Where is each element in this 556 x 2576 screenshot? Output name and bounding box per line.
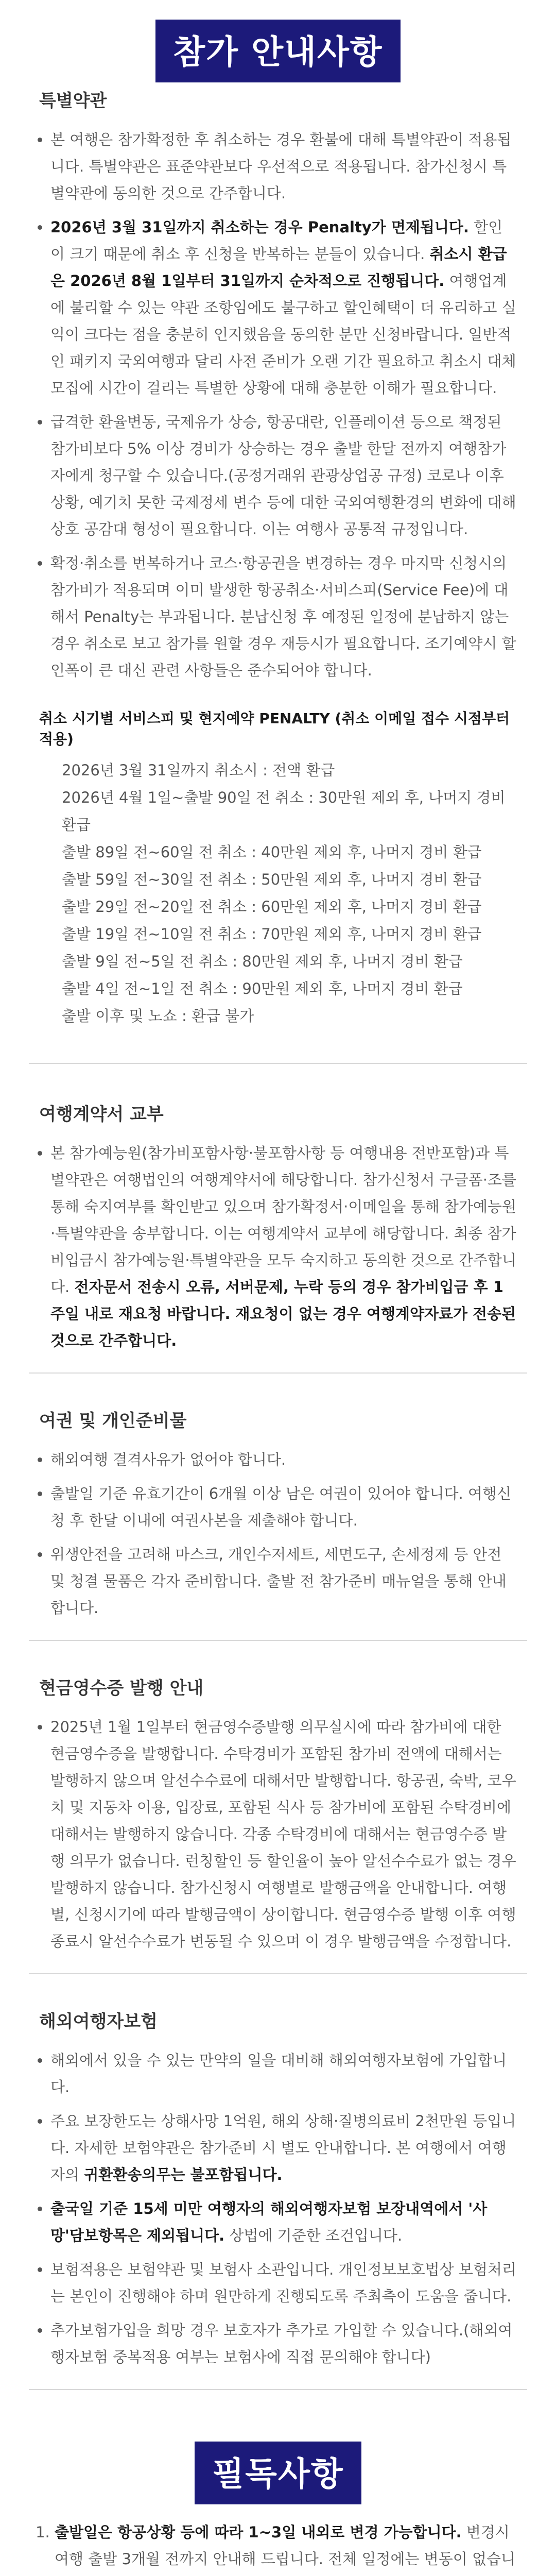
body-text: 변경시 여행 출발 3개월 전까지 안내해 드립니다. 전체 일정에는 변동이 없습니 xyxy=(55,2523,516,2568)
list-item xyxy=(50,1541,517,1621)
must-read-title: 필독사항 xyxy=(195,2442,361,2504)
insurance-list xyxy=(39,2047,517,2370)
passport-title: 여권 및 개인준비물 xyxy=(39,1411,187,1431)
penalty-row: 출발 59일 전~30일 전 취소 : 50만원 제외 후, 나머지 경비 환급 xyxy=(62,871,482,888)
list-item xyxy=(50,126,517,207)
penalty-section xyxy=(0,707,556,1030)
emphasis-text: 전자문서 전송시 오류, 서버문제, 누락 등의 경우 참가비입금 후 1주일 내로 재요청 바랍니다. 재요청이 없는 경우 여행계약자료가 전송된 것으로 간주합니다. xyxy=(50,1278,516,1349)
penalty-schedule xyxy=(39,757,517,1030)
body-text: 확정·취소를 번복하거나 코스·항공권을 변경하는 경우 마지막 신청시의 참가비가 적용되며 이미 발생한 항공취소·서비스피(Service Fee)에 대해서 Penalty는 부과됩니다. 분납신청 후 예정된 일정에 분납하지 않는 경우 취소로 보고 참가를 원할 경우 재등시가 필요합니다. 조기예약시 할인폭이 큰 대신 관련 사항들은 준수되어야 합니다. xyxy=(50,554,516,679)
body-text: 급격한 환율변동, 국제유가 상승, 항공대란, 인플레이션 등으로 책정된 참가비보다 5% 이상 경비가 상승하는 경우 출발 한달 전까지 여행참가자에게 청구할 수 있습니다.(공정거래위 관광상업공 규정) 코로나 이후 상황, 예기치 못한 국제정세 변수 등에 대한 국외여행환경의 변화에 대해 상호 공감대 형성이 필요합니다. 이는 여행사 공통적 규정입니다. xyxy=(50,413,516,538)
body-text: 출발일 기준 유효기간이 6개월 이상 남은 여권이 있어야 합니다. 여행신청 후 한달 이내에 여권사본을 제출해야 합니다. xyxy=(50,1485,512,1529)
penalty-row: 출발 이후 및 노쇼 : 환급 불가 xyxy=(62,1007,254,1025)
body-text: 해외여행 결격사유가 없어야 합니다. xyxy=(50,1451,286,1468)
list-item xyxy=(50,2047,517,2100)
emphasis-text: 출국일 기준 15세 미만 여행자의 해외여행자보험 보장내역에서 '사망'담보항목은 제외됩니다. xyxy=(50,2200,488,2244)
insurance-title: 해외여행자보험 xyxy=(39,2011,158,2032)
body-text: 본 참가예능원(참가비포함사항·불포함사항 등 여행내용 전반포함)과 특별약관은 여행법인의 여행계약서에 해당합니다. 참가신청서 구글폼·조를 통해 숙지여부를 확인받고 있으며 참가확정서·이메일을 통해 참가예능원·특별약관을 송부합니다. 이는 여행계약서 교부에 해당합니다. 최종 참가비입금시 참가예능원·특별약관을 모두 숙지하고 동의한 것으로 간주합니다. xyxy=(50,1144,516,1296)
penalty-row: 2026년 4월 1일~출발 90일 전 취소 : 30만원 제외 후, 나머지 경비 환급 xyxy=(62,789,506,834)
body-text: 해외에서 있을 수 있는 만약의 일을 대비해 해외여행자보험에 가입합니다. xyxy=(50,2052,507,2096)
emphasis-text: 출발일은 항공상황 등에 따라 1~3일 내외로 변경 가능합니다. xyxy=(55,2523,462,2541)
body-text: 위생안전을 고려해 마스크, 개인수저세트, 세면도구, 손세정제 등 안전 및 청결 물품은 각자 준비합니다. 출발 전 참가준비 매뉴얼을 통해 안내합니다. xyxy=(50,1546,507,1617)
penalty-row: 출발 9일 전~5일 전 취소 : 80만원 제외 후, 나머지 경비 환급 xyxy=(62,953,463,970)
special-terms-title: 특별약관 xyxy=(39,91,107,111)
list-item xyxy=(50,1140,517,1354)
list-item xyxy=(50,1446,517,1473)
emphasis-text: 2026년 3월 31일까지 취소하는 경우 Penalty가 면제됩니다. xyxy=(50,218,469,236)
body-text: 2025년 1월 1일부터 현금영수증발행 의무실시에 따라 참가비에 대한 현금영수증을 발행합니다. 수탁경비가 포함된 참가비 전액에 대해서는 발행하지 않으며 알선수수료에 대해서만 발행합니다. 항공권, 숙박, 코우치 및 지동차 이용, 입장료, 포함된 식사 등 참가비에 포함된 수탁경비에 대해서는 발행하지 않습니다. 각종 수탁경비에 대해서는 현금영수증 발행 의무가 없습니다. 런칭할인 등 할인율이 높아 알선수수료가 없는 경우 발행하지 않습니다. 참가신청시 여행별로 발행금액을 안내합니다. 여행별, 신청시기에 따라 발행금액이 상이합니다. 현금영수증 발행 이후 여행 종료시 알선수수료가 변동될 수 있으며 이 경우 발행금액을 수정합니다. xyxy=(50,1718,516,1950)
list-item xyxy=(50,2256,517,2310)
body-text: 주요 보장한도는 상해사망 1억원, 해외 상해·질병의료비 2천만원 등입니다. 자세한 보험약관은 참가준비 시 별도 안내합니다. 본 여행에서 여행자의 xyxy=(50,2112,516,2183)
divider xyxy=(29,1973,527,1974)
receipt-title: 현금영수증 발행 안내 xyxy=(39,1678,204,1699)
must-read-header xyxy=(0,2421,556,2519)
must-read-list xyxy=(34,2519,517,2576)
divider xyxy=(29,1063,527,1064)
body-text: 여행업계에 불리할 수 있는 약관 조항임에도 불구하고 할인혜택이 더 유리하고 실익이 크다는 점을 충분히 인지했음을 동의한 분만 신청바랍니다. 일반적인 패키지 국외여행과 달리 사전 준비가 오랜 기간 필요하고 취소시 대체모집에 시간이 걸리는 특별한 상황에 대해 충분한 이해가 필요합니다. xyxy=(50,272,516,397)
body-text: 할인이 크기 때문에 취소 후 신청을 반복하는 분들이 있습니다. xyxy=(50,218,503,263)
special-terms-section xyxy=(0,87,556,684)
must-read-section xyxy=(0,2519,556,2576)
divider xyxy=(29,2389,527,2390)
contract-list xyxy=(39,1140,517,1354)
body-text: 본 여행은 참가확정한 후 취소하는 경우 환불에 대해 특별약관이 적용됩니다. 특별약관은 표준약관보다 우선적으로 적용됩니다. 참가신청시 특별약관에 동의한 것으로 간주합니다. xyxy=(50,131,512,202)
body-text: 보험적용은 보험약관 및 보험사 소관입니다. 개인정보보호법상 보험처리는 본인이 진행해야 하며 원만하게 진행되도록 주최측이 도움을 줍니다. xyxy=(50,2261,516,2305)
list-item xyxy=(50,550,517,684)
penalty-row: 출발 4일 전~1일 전 취소 : 90만원 제외 후, 나머지 경비 환급 xyxy=(62,980,463,997)
list-item xyxy=(50,2108,517,2188)
list-item xyxy=(55,2519,517,2576)
emphasis-text: 취소시 환급은 2026년 8월 1일부터 31일까지 순차적으로 진행됩니다. xyxy=(50,245,507,290)
body-text: 상법에 기준한 조건입니다. xyxy=(224,2227,403,2244)
list-item xyxy=(50,2317,517,2370)
penalty-row: 2026년 3월 31일까지 취소시 : 전액 환급 xyxy=(62,761,335,779)
penalty-row: 출발 29일 전~20일 전 취소 : 60만원 제외 후, 나머지 경비 환급 xyxy=(62,898,482,916)
insurance-section xyxy=(0,2007,556,2370)
page-title: 참가 안내사항 xyxy=(155,20,400,82)
passport-section xyxy=(0,1406,556,1621)
receipt-section xyxy=(0,1674,556,1955)
emphasis-text: 귀환환송의무는 불포함됩니다. xyxy=(84,2166,283,2183)
passport-list xyxy=(39,1446,517,1621)
body-text: 추가보험가입을 희망 경우 보호자가 추가로 가입할 수 있습니다.(해외여행자보험 중복적용 여부는 보험사에 직접 문의해야 합니다) xyxy=(50,2321,513,2366)
divider xyxy=(29,1640,527,1641)
contract-section xyxy=(0,1100,556,1354)
penalty-heading: 취소 시기별 서비스피 및 현지예약 PENALTY (취소 이메일 접수 시점부터 적용) xyxy=(39,710,510,748)
list-item xyxy=(50,409,517,543)
special-terms-list xyxy=(39,126,517,684)
divider xyxy=(29,1372,527,1374)
header xyxy=(0,0,556,87)
receipt-list xyxy=(39,1714,517,1955)
penalty-row: 출발 19일 전~10일 전 취소 : 70만원 제외 후, 나머지 경비 환급 xyxy=(62,925,482,943)
contract-title: 여행계약서 교부 xyxy=(39,1104,164,1125)
list-item xyxy=(50,2195,517,2249)
list-item xyxy=(50,1480,517,1534)
list-item xyxy=(50,214,517,401)
list-item xyxy=(50,1714,517,1955)
penalty-row: 출발 89일 전~60일 전 취소 : 40만원 제외 후, 나머지 경비 환급 xyxy=(62,843,482,861)
